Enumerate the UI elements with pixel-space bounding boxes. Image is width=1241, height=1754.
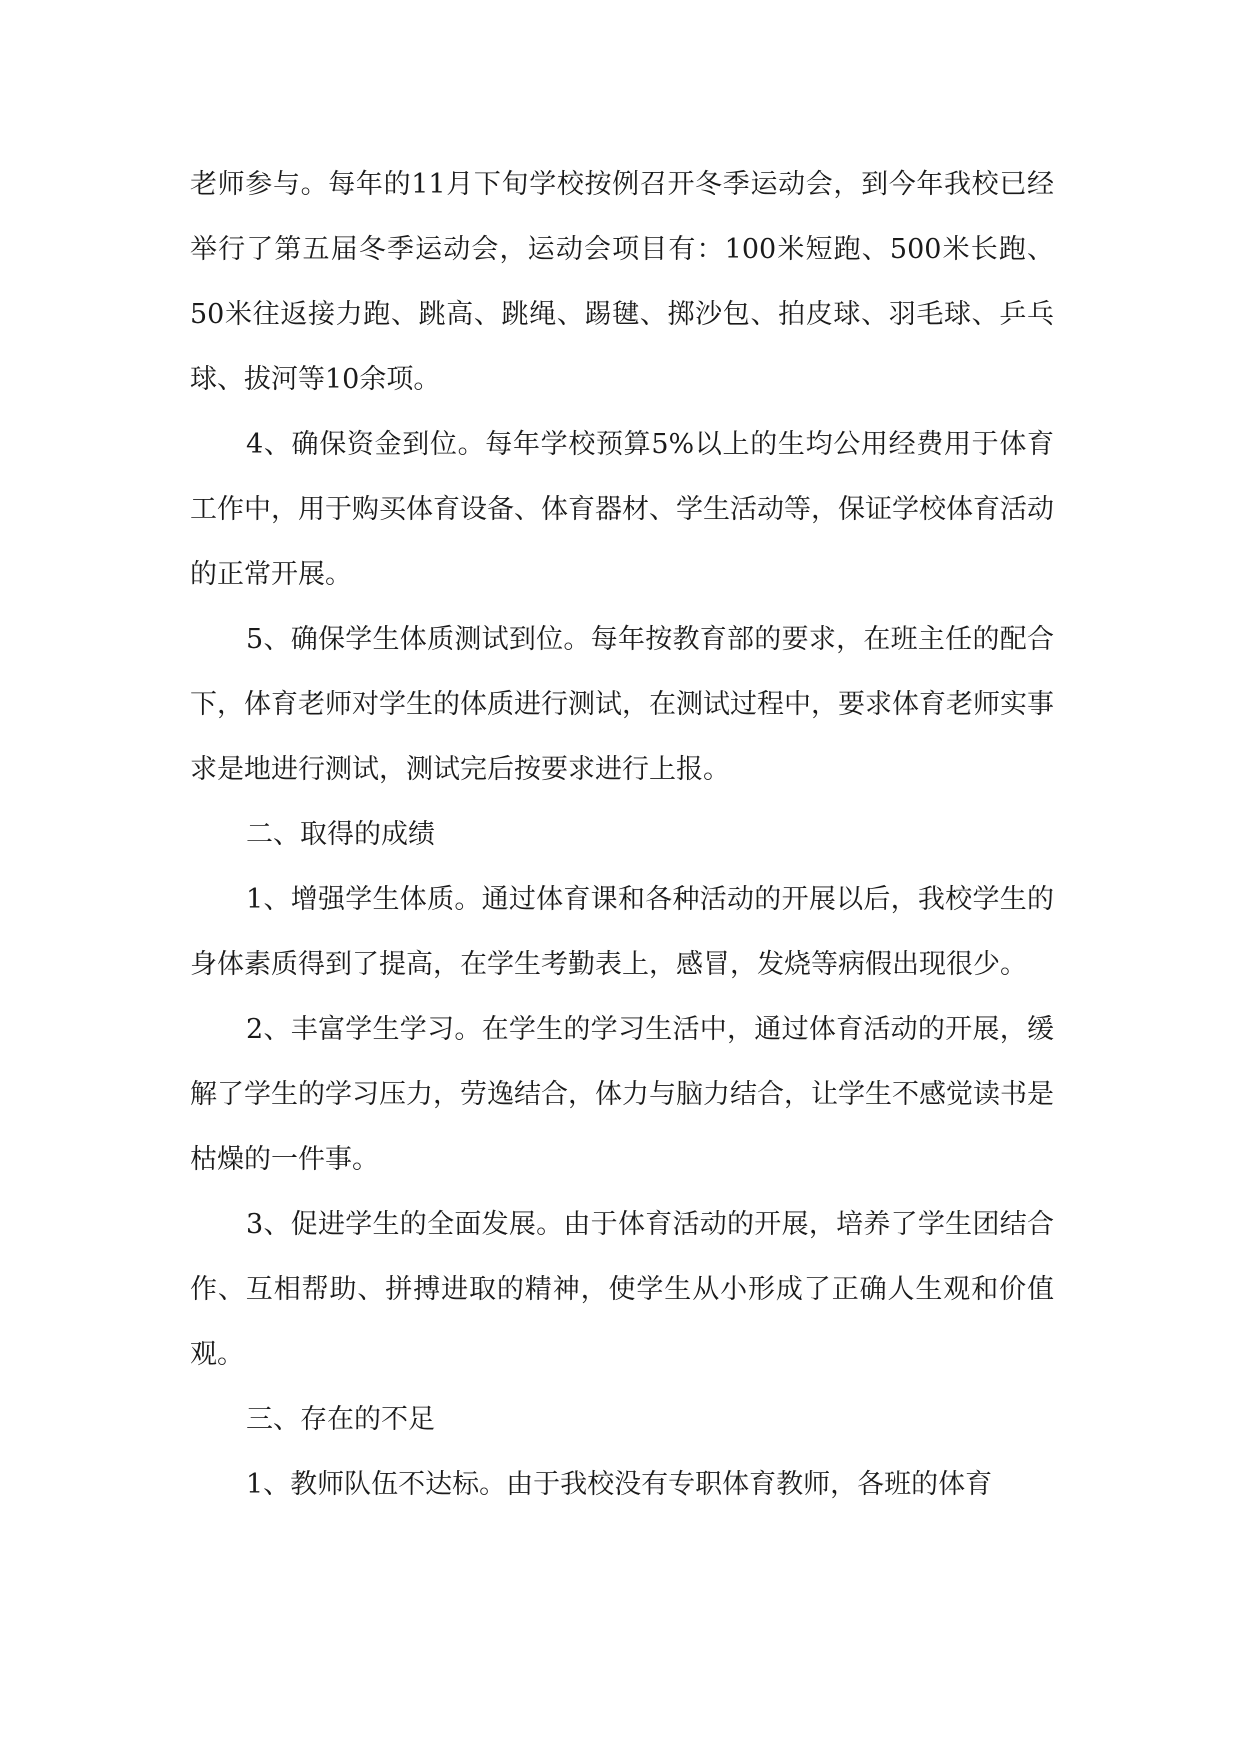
paragraph-student-fitness: 1、增强学生体质。通过体育课和各种活动的开展以后，我校学生的身体素质得到了提高，在学生考勤表上，感冒，发烧等病假出现很少。 — [190, 884, 1054, 980]
paragraph-teacher-staffing: 1、教师队伍不达标。由于我校没有专职体育教师，各班的体育 — [246, 1469, 993, 1500]
paragraph-continuation-sports-meet: 老师参与。每年的11月下旬学校按例召开冬季运动会，到今年我校已经举行了第五届冬季运动会，运动会项目有：100米短跑、500米长跑、50米往返接力跑、跳高、跳绳、踢毽、掷沙包、拍皮球、羽毛球、乒乓球、拔河等10余项。 — [190, 169, 1054, 395]
paragraph-funding: 4、确保资金到位。每年学校预算5%以上的生均公用经费用于体育工作中，用于购买体育设备、体育器材、学生活动等，保证学校体育活动的正常开展。 — [190, 429, 1054, 590]
document-body — [190, 152, 1054, 1517]
section-heading-shortcomings: 三、存在的不足 — [246, 1404, 435, 1435]
paragraph-enrich-learning: 2、丰富学生学习。在学生的学习生活中，通过体育活动的开展，缓解了学生的学习压力，劳逸结合，体力与脑力结合，让学生不感觉读书是枯燥的一件事。 — [190, 1014, 1054, 1175]
paragraph-all-round-development: 3、促进学生的全面发展。由于体育活动的开展，培养了学生团结合作、互相帮助、拼搏进取的精神，使学生从小形成了正确人生观和价值观。 — [190, 1209, 1054, 1370]
section-heading-achievements: 二、取得的成绩 — [246, 819, 435, 850]
paragraph-fitness-testing: 5、确保学生体质测试到位。每年按教育部的要求，在班主任的配合下，体育老师对学生的体质进行测试，在测试过程中，要求体育老师实事求是地进行测试，测试完后按要求进行上报。 — [190, 624, 1054, 785]
